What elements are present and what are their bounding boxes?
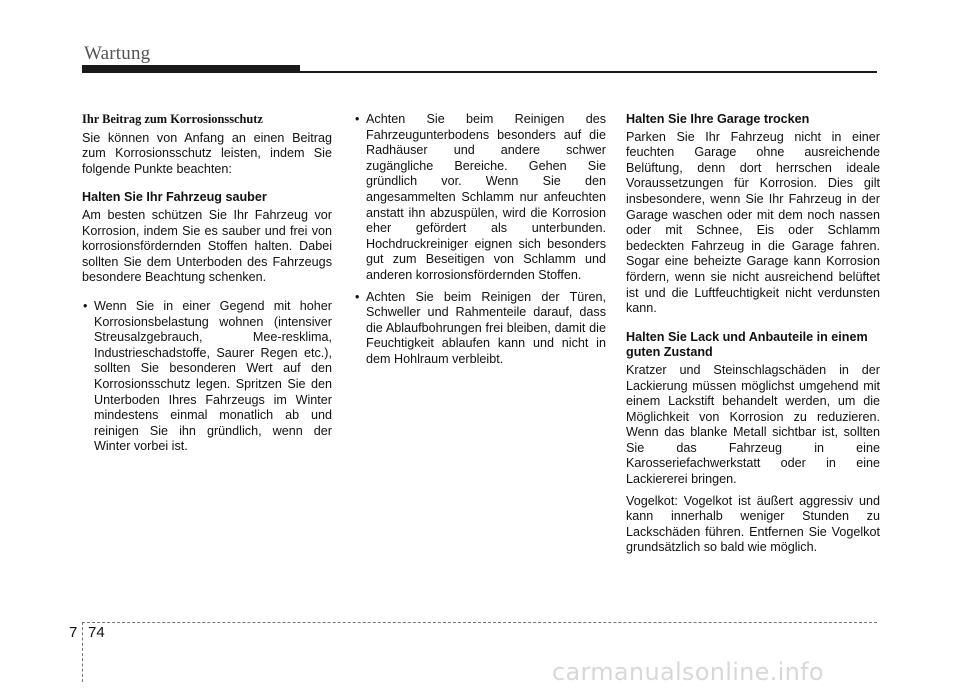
paragraph-dry-garage: Parken Sie Ihr Fahrzeug nicht in einer feuchten Garage ohne ausreichende Belüftung, denn dort herrschen ideale Voraussetzungen für Korrosion. Dies gilt insbesondere, wenn Sie Ihr Fahrzeug in der Garage waschen oder mit dem noch nassen oder mit Schnee, Eis oder Schlamm bedeckten Fahrzeug in die Garage fahren. Sogar eine beheizte Garage kann Korrosion fördern, wenn sie nicht ausreichend belüftet ist und die Luftfeuchtigkeit nicht verdunsten kann. (626, 129, 880, 316)
heading-dry-garage: Halten Sie Ihre Garage trocken (626, 112, 810, 126)
heading-keep-clean: Halten Sie Ihr Fahrzeug sauber (82, 190, 267, 205)
chapter-title: Wartung (84, 43, 151, 64)
column-left (82, 112, 332, 461)
bullet-list-middle (354, 112, 606, 368)
header-rule (300, 71, 877, 73)
heading-paint-condition: Halten Sie Lack und Anbauteile in einem guten Zustand (626, 329, 868, 360)
watermark: carmanualsonline.info (552, 658, 824, 686)
column-right (626, 112, 880, 562)
footer-divider (82, 622, 83, 682)
paragraph-paint-condition: Kratzer und Steinschlagschäden in der Lackierung müssen möglichst umgehend mit einem Lackstift behandelt werden, um die Möglichkeit von Korrosion zu reduzieren. Wenn das blanke Metall sichtbar ist, sollten Sie das Fahrzeug in eine Karosseriefachwerkstatt oder in eine Lackiererei bringen. (626, 362, 880, 487)
intro-paragraph: Sie können von Anfang an einen Beitrag zum Korrosionsschutz leisten, indem Sie folgende Punkte beachten: (82, 130, 332, 176)
section-title: Ihr Beitrag zum Korrosionsschutz (82, 112, 263, 126)
bullet-underbody-cleaning: • Achten Sie beim Reinigen des Fahrzeugunterbodens besonders auf die Radhäuser und andere schwer zugängliche Bereiche. Gehen Sie gründlich vor. Wenn Sie den angesammelten Schlamm nur anfeuchten anstatt ihn abzuspülen, wird die Korrosion eher gefördert als unterbunden. Hochdruckreiniger eignen sich besonders gut zum Beseitigen von Schlamm und anderen korrosionsfördernden Stoffen. (354, 112, 606, 284)
footer-rule (82, 622, 877, 623)
bullet-corrosion-area: • Wenn Sie in einer Gegend mit hoher Korrosionsbelastung wohnen (intensiver Streusalzgebrauch, Mee-resklima, Industrieschadstoffe, Saurer Regen etc.), sollten Sie besonderen Wert auf den Korrosionsschutz legen. Spritzen Sie den Unterboden Ihres Fahrzeugs im Winter mindestens einmal monatlich ab und reinigen Sie ihn gründlich, wenn der Winter vorbei ist. (82, 299, 332, 455)
header-bar (82, 65, 300, 73)
column-middle (354, 112, 606, 374)
page-number: 74 (88, 624, 105, 641)
paragraph-bird-droppings: Vogelkot: Vogelkot ist äußert aggressiv und kann innerhalb weniger Stunden zu Lackschäden führen. Entfernen Sie Vogelkot grundsätzlich so bald wie möglich. (626, 493, 880, 555)
chapter-number: 7 (69, 624, 78, 641)
paragraph-keep-clean: Am besten schützen Sie Ihr Fahrzeug vor Korrosion, indem Sie es sauber und frei von korrosionsfördernden Stoffen halten. Dabei sollten Sie dem Unterboden des Fahrzeugs besondere Beachtung schenken. (82, 207, 332, 285)
bullet-list-left (82, 299, 332, 455)
bullet-drain-holes: • Achten Sie beim Reinigen der Türen, Schweller und Rahmenteile darauf, dass die Ablaufbohrungen frei bleiben, damit die Feuchtigkeit ablaufen kann und nicht in dem Hohlraum verbleibt. (354, 290, 606, 368)
